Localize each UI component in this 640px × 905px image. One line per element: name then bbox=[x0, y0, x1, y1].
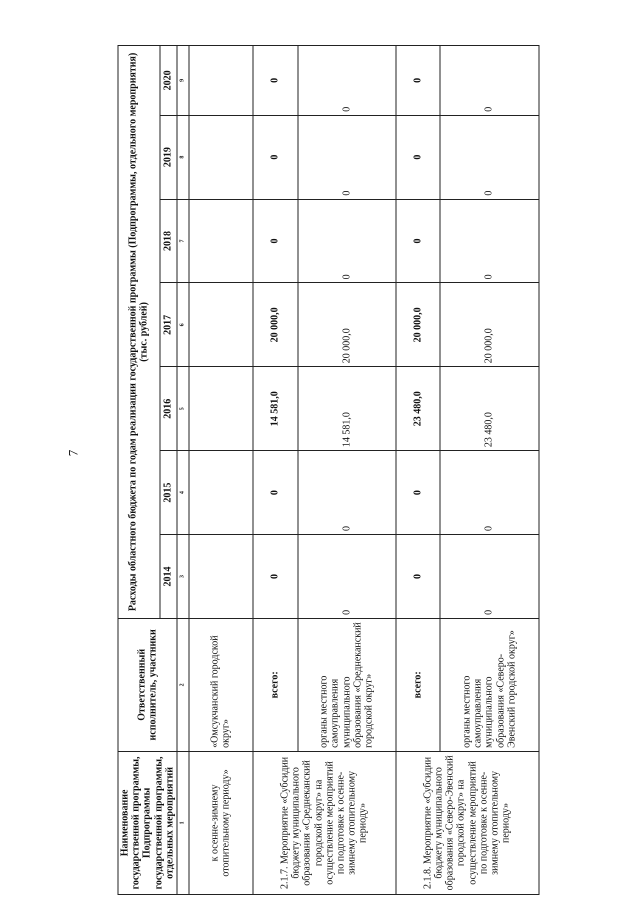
value-2015: 0 bbox=[396, 451, 441, 535]
value-2015: 0 bbox=[298, 451, 396, 535]
measure-name: к осенне-зимнему отопительному периоду» bbox=[189, 751, 253, 894]
value-2017: 20 000,0 bbox=[253, 283, 298, 367]
value-2015: 0 bbox=[253, 451, 298, 535]
table-row bbox=[189, 46, 253, 895]
value-2018 bbox=[189, 199, 253, 283]
table-row bbox=[396, 46, 441, 895]
value-2019: 0 bbox=[440, 115, 538, 199]
column-index: 1 bbox=[177, 751, 189, 894]
value-2018: 0 bbox=[298, 199, 396, 283]
column-index: 3 bbox=[177, 535, 189, 619]
column-index: 2 bbox=[177, 618, 189, 751]
value-2020 bbox=[189, 46, 253, 116]
value-2018: 0 bbox=[440, 199, 538, 283]
value-2020: 0 bbox=[440, 46, 538, 116]
value-2018: 0 bbox=[253, 199, 298, 283]
value-2017: 20 000,0 bbox=[396, 283, 441, 367]
executor-cell: «Омсукчанский городской округ» bbox=[189, 618, 253, 751]
value-2016: 23 480,0 bbox=[396, 367, 441, 451]
value-2018: 0 bbox=[396, 199, 441, 283]
value-2016 bbox=[189, 367, 253, 451]
value-2017: 20 000,0 bbox=[440, 283, 538, 367]
column-index: 7 bbox=[177, 199, 189, 283]
column-index: 6 bbox=[177, 283, 189, 367]
table-row bbox=[253, 46, 298, 895]
column-index: 4 bbox=[177, 451, 189, 535]
value-2019: 0 bbox=[396, 115, 441, 199]
value-2019: 0 bbox=[253, 115, 298, 199]
page-number: 7 bbox=[65, 449, 81, 457]
value-2014: 0 bbox=[396, 535, 441, 619]
executor-total-label: всего: bbox=[396, 618, 441, 751]
budget-table bbox=[118, 45, 540, 895]
value-2020: 0 bbox=[253, 46, 298, 116]
value-2020: 0 bbox=[396, 46, 441, 116]
column-index: 9 bbox=[177, 46, 189, 116]
value-2019 bbox=[189, 115, 253, 199]
rotated-table-frame bbox=[118, 45, 523, 895]
header-year-2020: 2020 bbox=[160, 46, 177, 116]
header-year-2019: 2019 bbox=[160, 115, 177, 199]
header-year-2018: 2018 bbox=[160, 199, 177, 283]
value-2016: 14 581,0 bbox=[253, 367, 298, 451]
header-year-2015: 2015 bbox=[160, 451, 177, 535]
header-year-2014: 2014 bbox=[160, 535, 177, 619]
value-2014: 0 bbox=[440, 535, 538, 619]
value-2015 bbox=[189, 451, 253, 535]
column-index: 8 bbox=[177, 115, 189, 199]
value-2015: 0 bbox=[440, 451, 538, 535]
column-index: 5 bbox=[177, 367, 189, 451]
header-name: Наименование государственной программы, Подпрограммы государственной программы, отдельных мероприятий bbox=[118, 751, 177, 894]
header-executor: Ответственный исполнитель, участники bbox=[118, 618, 177, 751]
value-2014: 0 bbox=[298, 535, 396, 619]
executor-cell: органы местного самоуправления муниципального образования «Северо-Эвенский городской округ» bbox=[440, 618, 538, 751]
executor-total-label: всего: bbox=[253, 618, 298, 751]
value-2017: 20 000,0 bbox=[298, 283, 396, 367]
header-year-2016: 2016 bbox=[160, 367, 177, 451]
measure-name: 2.1.8. Мероприятие «Субсидии бюджету муниципального образования «Северо-Эвенский городской округ» на осуществление мероприятий по подготовке к осенне-зимнему отопительному периоду» bbox=[396, 751, 539, 894]
value-2020: 0 bbox=[298, 46, 396, 116]
value-2016: 14 581,0 bbox=[298, 367, 396, 451]
value-2019: 0 bbox=[298, 115, 396, 199]
value-2014: 0 bbox=[253, 535, 298, 619]
measure-name: 2.1.7. Мероприятие «Субсидии бюджету муниципального образования «Среднеканский городской округ» на осуществление мероприятий по подготовке к осенне-зимнему отопительному периоду» bbox=[253, 751, 396, 894]
header-year-2017: 2017 bbox=[160, 283, 177, 367]
value-2016: 23 480,0 bbox=[440, 367, 538, 451]
value-2017 bbox=[189, 283, 253, 367]
value-2014 bbox=[189, 535, 253, 619]
header-expenses: Расходы областного бюджета по годам реализации государственной программы (Подпрограммы, отдельного мероприятия) (тыс. рублей) bbox=[118, 46, 160, 619]
executor-cell: органы местного самоуправления муниципального образования «Среднеканский городской округ» bbox=[298, 618, 396, 751]
